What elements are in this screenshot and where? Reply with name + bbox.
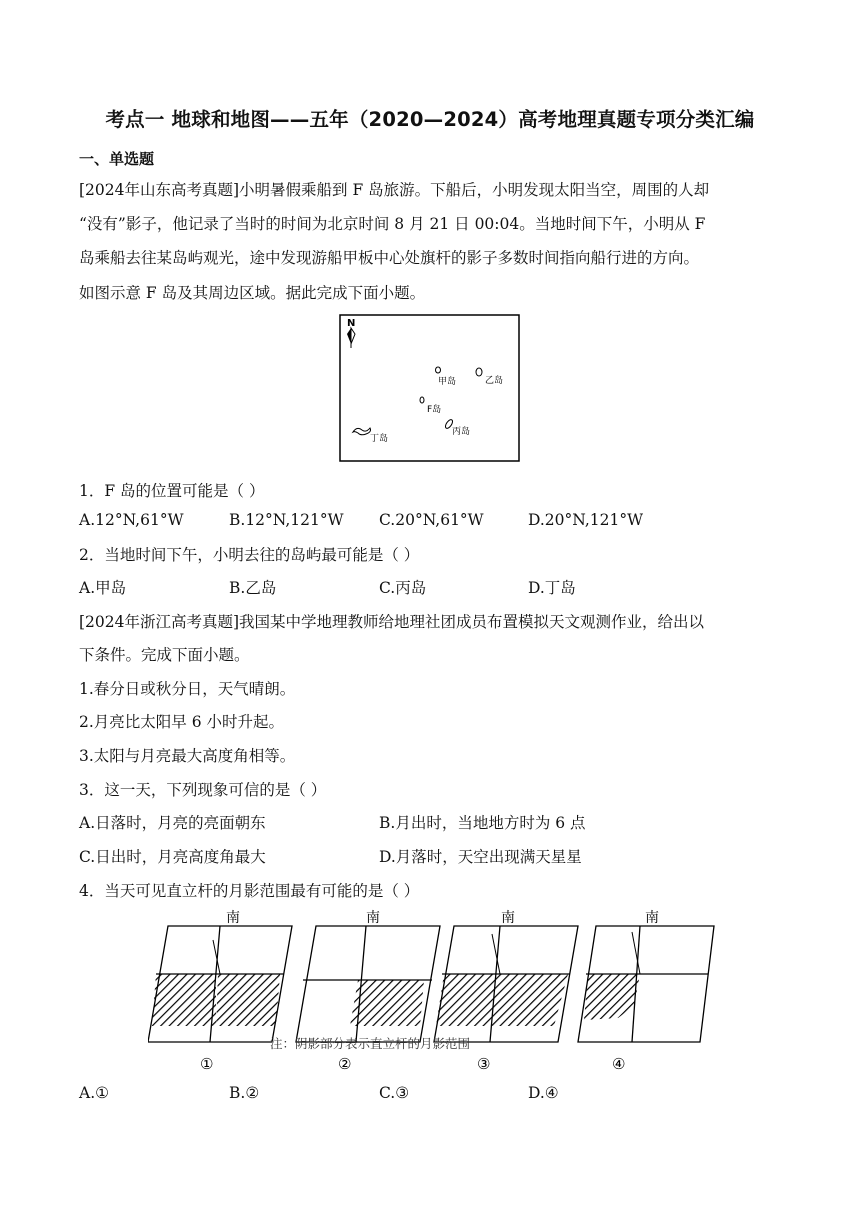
island-jia-shape bbox=[436, 367, 441, 373]
question-2-stem: 2．当地时间下午，小明去往的岛屿最可能是（ ） bbox=[79, 546, 420, 564]
q1-option-d[interactable]: D.20°N,121°W bbox=[528, 511, 644, 529]
q3-option-c[interactable]: C.日出时，月亮高度角最大 bbox=[79, 848, 266, 866]
page-title: 考点一 地球和地图——五年（2020—2024）高考地理真题专项分类汇编 bbox=[105, 108, 755, 131]
south-label: 南 bbox=[501, 910, 515, 926]
passage1-line: 岛乘船去往某岛屿观光，途中发现游船甲板中心处旗杆的影子多数时间指向船行进的方向。 bbox=[79, 249, 700, 267]
q4-option-a[interactable]: A.① bbox=[79, 1084, 110, 1102]
panel-2-label: ② bbox=[338, 1055, 352, 1073]
island-f-label: F岛 bbox=[427, 405, 442, 415]
passage2-line: 下条件。完成下面小题。 bbox=[79, 646, 250, 664]
q3-option-a[interactable]: A.日落时，月亮的亮面朝东 bbox=[79, 814, 266, 832]
q4-option-c[interactable]: C.③ bbox=[379, 1084, 410, 1102]
q4-option-d[interactable]: D.④ bbox=[528, 1084, 559, 1102]
island-f-shape bbox=[420, 397, 424, 403]
passage1-line: “没有”影子，他记录了当时的时间为北京时间 8 月 21 日 00:04。当地时间下午，小明从 F bbox=[79, 215, 706, 233]
q2-option-c[interactable]: C.丙岛 bbox=[379, 579, 427, 597]
q1-option-c[interactable]: C.20°N,61°W bbox=[379, 511, 484, 529]
island-yi-shape bbox=[476, 368, 482, 376]
q2-option-d[interactable]: D.丁岛 bbox=[528, 579, 576, 597]
question-1-stem: 1．F 岛的位置可能是（ ） bbox=[79, 482, 265, 500]
passage2-condition: 1.春分日或秋分日，天气晴朗。 bbox=[79, 680, 296, 698]
panel-4 bbox=[578, 909, 714, 1073]
passage2-line: [2024年浙江高考真题]我国某中学地理教师给地理社团成员布置模拟天文观测作业，给出以 bbox=[79, 613, 705, 631]
q3-option-d[interactable]: D.月落时，天空出现满天星星 bbox=[379, 848, 582, 866]
question-3-stem: 3．这一天，下列现象可信的是（ ） bbox=[79, 781, 327, 799]
north-label: N bbox=[347, 318, 356, 329]
south-label: 南 bbox=[366, 910, 380, 926]
panel-3-label: ③ bbox=[477, 1055, 491, 1073]
panel-4-label: ④ bbox=[612, 1055, 626, 1073]
south-label: 南 bbox=[226, 910, 240, 926]
island-ding-label: 丁岛 bbox=[370, 434, 389, 444]
island-map bbox=[339, 314, 521, 464]
q4-option-b[interactable]: B.② bbox=[229, 1084, 260, 1102]
moon-shadow-figure bbox=[148, 902, 718, 1074]
island-jia-label: 甲岛 bbox=[438, 377, 457, 387]
figure-note: 注：阴影部分表示直立杆的月影范围 bbox=[270, 1036, 471, 1051]
q1-option-b[interactable]: B.12°N,121°W bbox=[229, 511, 344, 529]
q2-option-b[interactable]: B.乙岛 bbox=[229, 579, 277, 597]
island-yi-label: 乙岛 bbox=[485, 376, 504, 386]
passage1-line: 如图示意 F 岛及其周边区域。据此完成下面小题。 bbox=[79, 284, 426, 302]
q2-option-a[interactable]: A.甲岛 bbox=[79, 579, 127, 597]
passage2-condition: 2.月亮比太阳早 6 小时升起。 bbox=[79, 713, 285, 731]
q1-option-a[interactable]: A.12°N,61°W bbox=[79, 511, 184, 529]
island-bing-label: 丙岛 bbox=[452, 427, 471, 437]
question-4-stem: 4．当天可见直立杆的月影范围最有可能的是（ ） bbox=[79, 882, 420, 900]
passage1-line: [2024年山东高考真题]小明暑假乘船到 F 岛旅游。下船后，小明发现太阳当空，周围的人却 bbox=[79, 181, 710, 199]
panel-1-label: ① bbox=[200, 1055, 214, 1073]
section-heading: 一、单选题 bbox=[79, 150, 155, 168]
passage2-condition: 3.太阳与月亮最大高度角相等。 bbox=[79, 747, 296, 765]
q3-option-b[interactable]: B.月出时，当地地方时为 6 点 bbox=[379, 814, 586, 832]
south-label: 南 bbox=[645, 910, 659, 926]
